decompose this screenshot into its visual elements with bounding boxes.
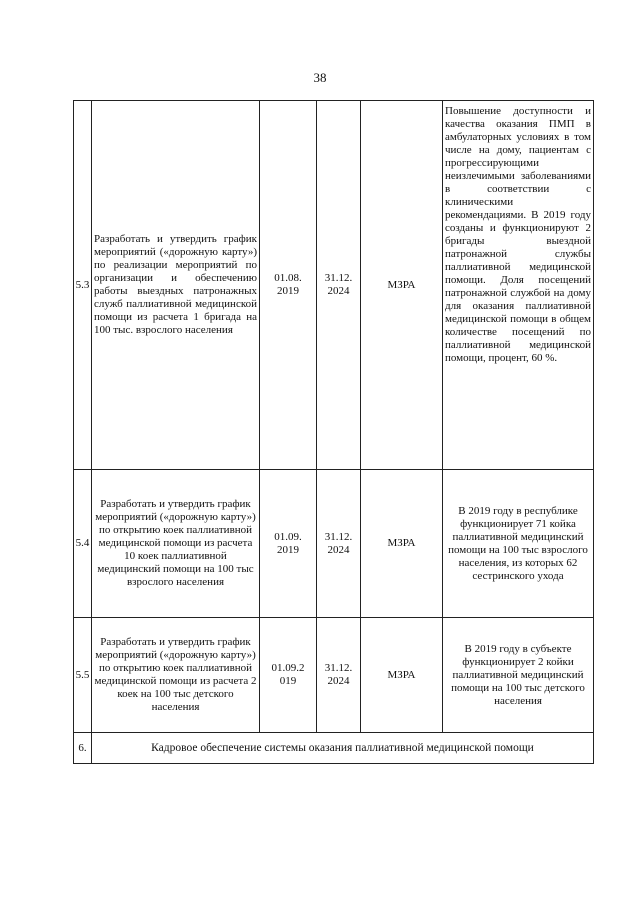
section-number: 6. <box>74 733 92 764</box>
responsible: МЗРА <box>361 101 443 470</box>
result-cell: Повышение доступности и качества оказания ПМП в амбулаторных условиях в том числе на дому, пациентам с прогрессирующими неизлечимыми заболеваниями в соответствии с клиническими рекомендациями. В 2019 году созданы и функционируют 2 бригады выездной патронажной службы паллиативной медицинской помощи. Доля посещений патронажной службой на дому для оказания паллиативной медицинской помощи в общем количестве посещений по паллиативной медицинской помощи, процент, 60 %. <box>443 101 594 470</box>
table-row-5-5 <box>74 618 594 733</box>
start-date: 01.09.2 019 <box>260 618 317 733</box>
start-date: 01.08. 2019 <box>260 101 317 470</box>
page-number: 38 <box>313 70 327 85</box>
result-cell: В 2019 году в республике функционирует 71 койка паллиативной медицинский помощи на 100 тыс взрослого населения, из которых 62 сестринского ухода <box>443 470 594 618</box>
start-date: 01.09. 2019 <box>260 470 317 618</box>
table-row-5-4 <box>74 470 594 618</box>
row-number: 5.4 <box>74 470 92 618</box>
section-header-row-6 <box>74 733 594 764</box>
result-cell: В 2019 году в субъекте функционирует 2 койки паллиативной медицинский помощи на 100 тыс детского населения <box>443 618 594 733</box>
responsible: МЗРА <box>361 470 443 618</box>
measures-table <box>73 100 594 764</box>
end-date: 31.12. 2024 <box>317 618 361 733</box>
row-number: 5.3 <box>74 101 92 470</box>
action-cell: Разработать и утвердить график мероприятий («дорожную карту») по открытию коек паллиативной медицинской помощи из расчета 10 коек паллиативной медицинский помощи на 100 тыс взрослого населения <box>92 470 260 618</box>
action-cell: Разработать и утвердить график мероприятий («дорожную карту») по открытию коек паллиативной медицинской помощи из расчета 2 коек на 100 тыс детского населения <box>92 618 260 733</box>
row-number: 5.5 <box>74 618 92 733</box>
end-date: 31.12. 2024 <box>317 101 361 470</box>
end-date: 31.12. 2024 <box>317 470 361 618</box>
responsible: МЗРА <box>361 618 443 733</box>
action-cell: Разработать и утвердить график мероприятий («дорожную карту») по реализации мероприятий по организации и обеспечению работы выездных патронажных служб паллиативной медицинской помощи из расчета 1 бригада на 100 тыс. взрослого населения <box>92 101 260 470</box>
section-title: Кадровое обеспечение системы оказания паллиативной медицинской помощи <box>92 733 594 764</box>
table-row-5-3 <box>74 101 594 470</box>
